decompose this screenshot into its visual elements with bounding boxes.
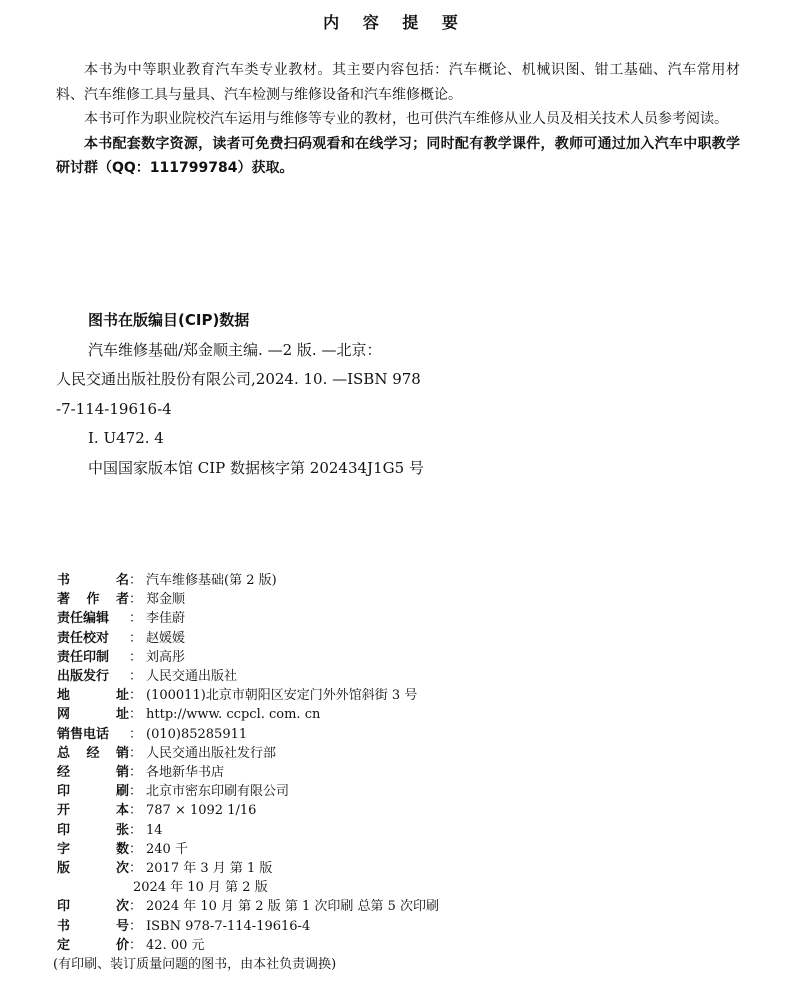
info-label-colon: ： (129, 937, 143, 953)
info-label-char: 责任印制 (57, 649, 110, 665)
info-label-wrap (57, 897, 142, 916)
info-label (57, 897, 129, 916)
info-label-wrap (57, 571, 142, 590)
cip-heading: 图书在版编目(CIP)数据 (88, 311, 250, 329)
info-label-char: 数 (115, 841, 129, 857)
info-value: http://www. ccpcl. com. cn (146, 707, 321, 723)
info-row (57, 840, 757, 859)
info-label-wrap (57, 648, 142, 667)
info-label-colon: ： (129, 861, 143, 877)
info-row (57, 917, 757, 936)
info-label-char: 销 (115, 745, 129, 761)
info-value: 北京市密东印刷有限公司 (146, 784, 290, 800)
info-row (57, 897, 757, 916)
info-row (57, 629, 757, 648)
info-label-char: 名 (115, 573, 129, 588)
info-label-char: 址 (115, 688, 129, 704)
info-label-wrap (57, 629, 142, 648)
info-label-colon: ： (129, 822, 143, 838)
info-label (57, 859, 129, 878)
edition-continued: 2024 年 10 月 第 2 版 (133, 880, 268, 896)
info-label-char: 址 (115, 707, 129, 723)
info-label-wrap (57, 801, 142, 820)
info-label-colon: ： (129, 649, 143, 665)
page-title: 内 容 提 要 (323, 13, 467, 32)
info-row (57, 744, 757, 763)
info-label-char: 刷 (115, 784, 129, 800)
summary-paragraph-1: 本书为中等职业教育汽车类专业教材。其主要内容包括：汽车概论、机械识图、钳工基础、汽车常用材料、汽车维修工具与量具、汽车检测与维修设备和汽车维修概论。 (56, 62, 740, 103)
info-label (57, 744, 129, 763)
info-row (57, 686, 757, 705)
info-label-char: 者 (115, 592, 129, 608)
info-label-char: 总 (57, 745, 71, 761)
info-row (57, 590, 757, 609)
info-label-char: 地 (57, 688, 71, 704)
info-label (57, 609, 129, 628)
info-label-char: 责任校对 (57, 630, 110, 646)
info-value: 人民交通出版社 (146, 669, 238, 685)
info-label-char: 经 (86, 745, 100, 761)
info-label-wrap (57, 821, 142, 840)
cip-line-2: 人民交通出版社股份有限公司,2024. 10. —ISBN 978 (56, 370, 421, 388)
info-label-wrap (57, 609, 142, 628)
info-label-char: 印 (57, 899, 71, 915)
info-label (57, 917, 129, 936)
info-label-wrap (57, 763, 142, 782)
info-label (57, 705, 129, 724)
info-value: ISBN 978-7-114-19616-4 (146, 918, 311, 934)
info-label (57, 667, 129, 686)
info-label-char: 作 (86, 592, 100, 608)
info-row (57, 782, 757, 801)
info-label-wrap (57, 725, 142, 744)
info-label (57, 763, 129, 782)
publication-info (53, 571, 757, 974)
info-label (57, 936, 129, 955)
info-value: 郑金顺 (146, 592, 186, 608)
info-label-char: 责任编辑 (57, 611, 110, 627)
info-label (57, 840, 129, 859)
info-value: 各地新华书店 (146, 765, 225, 781)
info-label-colon: ： (129, 899, 143, 915)
info-label-char: 销售电话 (57, 726, 110, 742)
info-label (57, 725, 129, 744)
info-label-char: 版 (57, 861, 71, 877)
info-label-char: 定 (57, 937, 71, 953)
info-value: 赵媛媛 (146, 630, 186, 646)
info-value: (010)85285911 (146, 726, 248, 742)
info-label-wrap (57, 859, 142, 878)
info-label (57, 648, 129, 667)
summary-paragraph-3: 本书配套数字资源，读者可免费扫码观看和在线学习；同时配有教学课件，教师可通过加入汽车中职教学研讨群（QQ：111799784）获取。 (56, 135, 740, 176)
info-value: 240 千 (146, 841, 188, 857)
info-label-wrap (57, 705, 142, 724)
info-label-colon: ： (129, 918, 143, 934)
info-label-colon: ： (129, 573, 143, 588)
info-label-char: 印 (57, 784, 71, 800)
info-label-colon: ： (129, 688, 143, 704)
info-row (57, 667, 757, 686)
info-label-colon: ： (129, 841, 143, 857)
info-label-char: 书 (57, 918, 71, 934)
info-label-colon: ： (129, 765, 143, 781)
info-row (57, 648, 757, 667)
info-row (57, 705, 757, 724)
info-label (57, 801, 129, 820)
info-label-char: 出版发行 (57, 669, 110, 685)
info-label-colon: ： (129, 611, 143, 627)
cip-line-5: 中国国家版本馆 CIP 数据核字第 202434J1G5 号 (88, 458, 424, 477)
info-value: 2024 年 10 月 第 2 版 第 1 次印刷 总第 5 次印刷 (146, 899, 440, 915)
info-value: 14 (146, 822, 163, 838)
cip-line-3: -7-114-19616-4 (56, 399, 172, 418)
info-row (57, 609, 757, 628)
info-label-char: 次 (115, 899, 129, 915)
info-label-colon: ： (129, 669, 143, 685)
info-label-wrap (57, 840, 142, 859)
info-label-char: 本 (115, 803, 129, 819)
info-value: 2017 年 3 月 第 1 版 (146, 861, 273, 877)
info-label-char: 著 (57, 592, 71, 608)
info-label-char: 书 (57, 573, 71, 588)
info-label (57, 629, 129, 648)
info-label-char: 销 (115, 765, 129, 781)
info-label (57, 782, 129, 801)
info-label-colon: ： (129, 592, 143, 608)
info-label-wrap (57, 917, 142, 936)
info-value: 人民交通出版社发行部 (146, 745, 277, 761)
info-label-wrap (57, 667, 142, 686)
quality-note: (有印刷、装订质量问题的图书，由本社负责调换) (53, 957, 337, 973)
info-label-char: 网 (57, 707, 71, 723)
info-row (57, 801, 757, 820)
cip-line-1: 汽车维修基础/郑金顺主编. —2 版. —北京： (88, 340, 382, 359)
info-label-wrap (57, 936, 142, 955)
info-value: 42. 00 元 (146, 937, 205, 953)
info-label-char: 次 (115, 861, 129, 877)
info-label (57, 821, 129, 840)
info-label-wrap (57, 782, 142, 801)
info-row (57, 859, 757, 878)
info-row (57, 821, 757, 840)
info-label (57, 571, 129, 590)
info-label-char: 印 (57, 822, 71, 838)
info-label-colon: ： (129, 630, 143, 646)
info-label (57, 590, 129, 609)
summary-section (56, 58, 740, 181)
info-row (57, 936, 757, 955)
info-value: 李佳蔚 (146, 611, 186, 627)
info-label (57, 686, 129, 705)
info-label-colon: ： (129, 707, 143, 723)
cip-line-4: Ⅰ. U472. 4 (88, 429, 164, 447)
summary-paragraph-2: 本书可作为职业院校汽车运用与维修等专业的教材，也可供汽车维修从业人员及相关技术人员参考阅读。 (84, 111, 728, 127)
info-row (57, 763, 757, 782)
info-row (57, 725, 757, 744)
info-label-char: 价 (115, 937, 129, 953)
info-label-colon: ： (129, 726, 143, 742)
info-label-wrap (57, 744, 142, 763)
info-value: (100011)北京市朝阳区安定门外外馆斜街 3 号 (146, 688, 418, 704)
info-value: 汽车维修基础(第 2 版) (146, 573, 277, 588)
info-label-char: 字 (57, 841, 71, 857)
cip-section (56, 306, 656, 483)
info-label-char: 号 (115, 918, 129, 934)
info-row (57, 571, 757, 590)
info-label-colon: ： (129, 745, 143, 761)
info-label-char: 经 (57, 765, 71, 781)
info-label-colon: ： (129, 784, 143, 800)
info-label-wrap (57, 590, 142, 609)
info-label-char: 张 (115, 822, 129, 838)
info-label-wrap (57, 686, 142, 705)
info-label-char: 开 (57, 803, 71, 819)
info-label-colon: ： (129, 803, 143, 819)
info-value: 刘高彤 (146, 649, 186, 665)
info-value: 787 × 1092 1/16 (146, 803, 257, 819)
